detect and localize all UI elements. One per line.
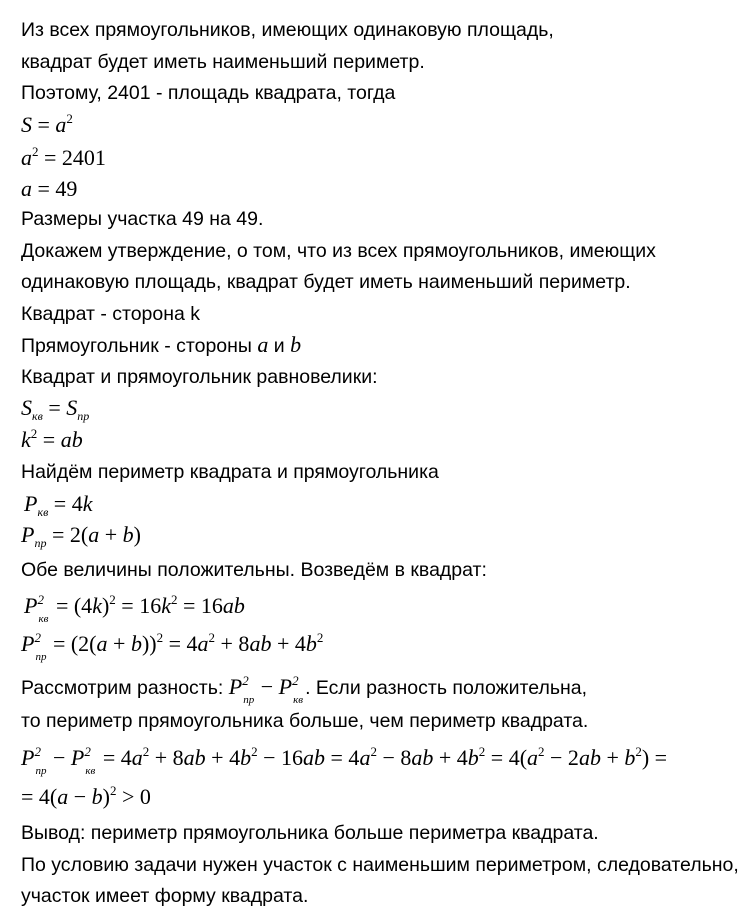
text-line: Рассмотрим разность: P 2 пр − P 2 кв . Если разность положительна,	[21, 673, 588, 706]
text-line: участок имеет форму квадрата.	[21, 885, 309, 907]
text-line: Поэтому, 2401 - площадь квадрата, тогда	[21, 82, 396, 104]
formula-area: $S = a^2$	[21, 111, 73, 137]
formula-perimeter-rect-squared: P 2 пр = $(2(a + b))^2 = 4a^2 + 8ab + 4b^2$	[21, 630, 324, 663]
text-line: квадрат будет иметь наименьший периметр.	[21, 51, 425, 73]
text-line: По условию задачи нужен участок с наименьшим периметром, следовательно,	[21, 854, 739, 876]
text-line: Размеры участка 49 на 49.	[21, 208, 264, 230]
text-line: Найдём периметр квадрата и прямоугольника	[21, 461, 439, 483]
text-line: Квадрат - сторона k	[21, 303, 201, 325]
formula-equal-area: $S_{кв} = S_{пр}$	[21, 395, 90, 423]
formula-difference: P 2 пр − P 2 кв = $4a^2 + 8ab + 4b^2 - 16ab = 4a^2 - 8ab + 4b^2 = 4(a^2 - 2ab + b^2)$ =	[21, 744, 668, 777]
formula-a-squared: $a^2 = 2401$	[21, 144, 106, 170]
text-line: Докажем утверждение, о том, что из всех прямоугольников, имеющих	[21, 240, 656, 262]
text-line: то периметр прямоугольника больше, чем периметр квадрата.	[21, 710, 589, 732]
text-line: Обе величины положительны. Возведём в квадрат:	[21, 559, 487, 581]
text-line: Квадрат и прямоугольник равновелики:	[21, 366, 378, 388]
formula-perimeter-square-squared: P 2 кв = $(4k)^2 = 16k^2 = 16ab$	[24, 592, 245, 625]
text-line: одинаковую площадь, квадрат будет иметь наименьший периметр.	[21, 271, 631, 293]
text-line: Из всех прямоугольников, имеющих одинаковую площадь,	[21, 19, 554, 41]
text-line: Вывод: периметр прямоугольника больше периметра квадрата.	[21, 822, 599, 844]
formula-k-squared: $k^2$ = ab	[21, 426, 83, 452]
formula-perimeter-rect: $P_{пр} = 2(a + b)$	[21, 522, 141, 550]
formula-a-value: a = 49	[21, 176, 78, 201]
formula-perimeter-square: $P_{кв} = 4k$	[24, 491, 93, 519]
formula-difference-result: = $4(a - b)^2 > 0$	[21, 783, 151, 809]
text-line: Прямоугольник - стороны a и b	[21, 332, 302, 357]
